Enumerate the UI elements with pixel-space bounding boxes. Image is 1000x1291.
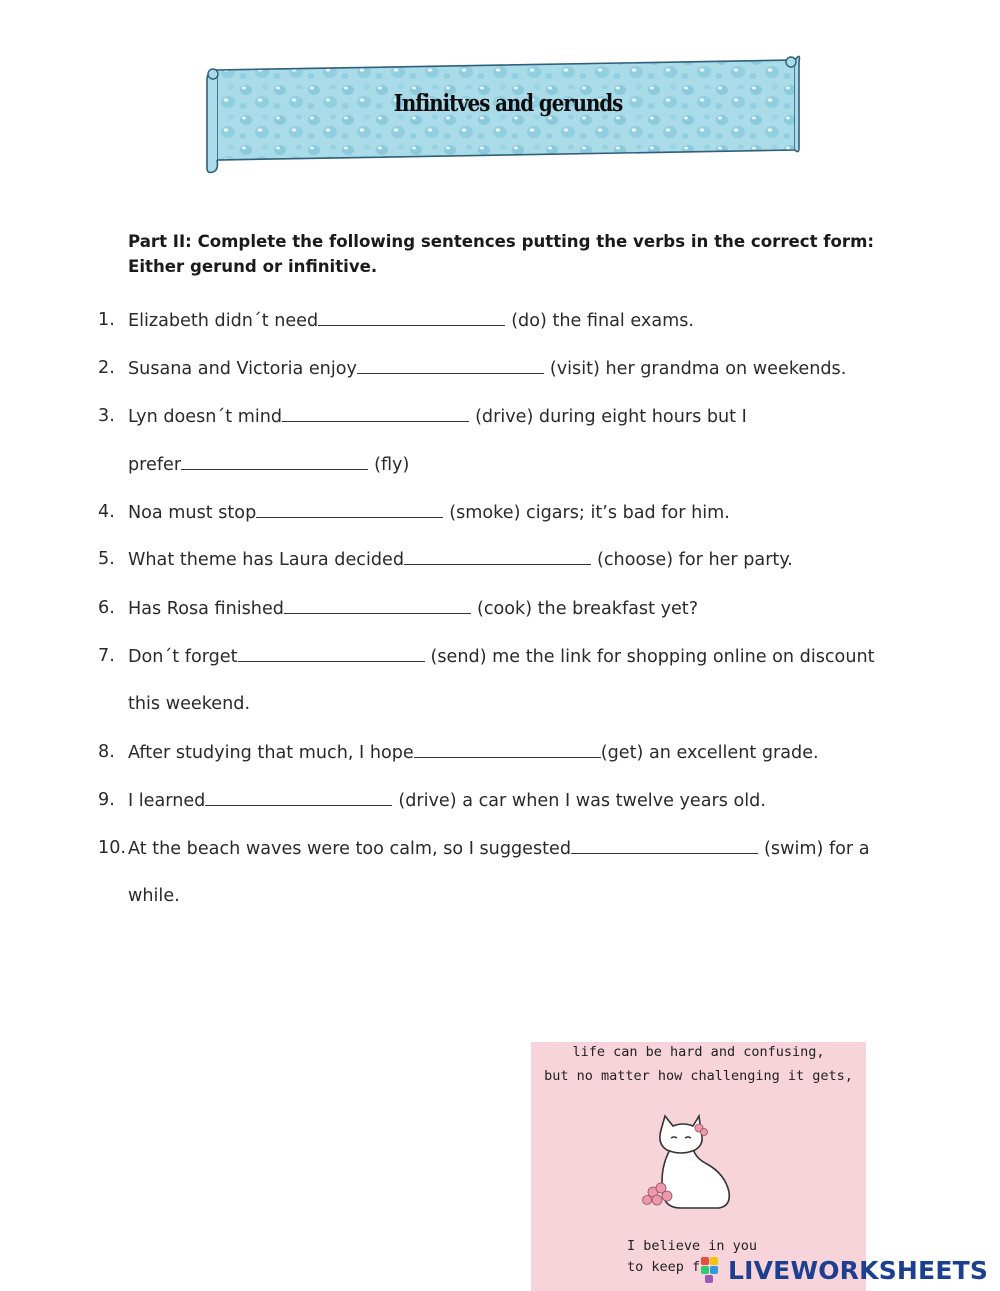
liveworksheets-watermark xyxy=(700,1252,988,1288)
item-number: 1. xyxy=(98,310,115,330)
item-number: 10. xyxy=(98,838,126,858)
answer-blank[interactable] xyxy=(571,838,758,854)
item-prompt: Has Rosa finished xyxy=(128,599,284,619)
item-hint: (smoke) cigars; it’s bad for him. xyxy=(449,503,730,523)
card-line-3: I believe in you xyxy=(627,1238,758,1254)
item-hint: (drive) a car when I was twelve years old. xyxy=(398,791,766,811)
item-number: 5. xyxy=(98,549,115,569)
answer-blank[interactable] xyxy=(357,358,544,374)
item-hint: (fly) xyxy=(374,455,410,475)
title-banner xyxy=(203,52,803,174)
item-number: 9. xyxy=(98,790,115,810)
item-prompt: Noa must stop xyxy=(128,503,257,523)
worksheet-title: Infinitves and gerunds xyxy=(393,90,623,117)
item-hint: (swim) for a xyxy=(764,839,870,859)
item-continuation: this weekend. xyxy=(128,694,251,714)
item-number: 3. xyxy=(98,406,115,426)
item-hint: (do) the final exams. xyxy=(511,311,695,331)
item-prompt: Elizabeth didn´t need xyxy=(128,311,319,331)
item-prompt: I learned xyxy=(128,791,206,811)
item-hint: (visit) her grandma on weekends. xyxy=(549,359,847,379)
item-prompt: Don´t forget xyxy=(128,647,238,667)
liveworksheets-logo-icon xyxy=(700,1255,728,1285)
item-number: 2. xyxy=(98,358,115,378)
item-hint: (drive) during eight hours but I xyxy=(475,407,747,427)
answer-blank[interactable] xyxy=(284,598,471,614)
card-line-2: but no matter how challenging it gets, xyxy=(544,1068,853,1084)
card-line-1: life can be hard and confusing, xyxy=(572,1044,825,1060)
card-line-4: to keep f xyxy=(627,1259,701,1275)
item-prompt: Lyn doesn´t mind xyxy=(128,407,283,427)
answer-blank[interactable] xyxy=(414,742,601,758)
instructions-text: Part II: Complete the following sentences putting the verbs in the correct form: Either gerund or infinitive. xyxy=(128,232,875,276)
answer-blank[interactable] xyxy=(318,310,505,326)
item-prompt: What theme has Laura decided xyxy=(128,550,404,570)
item-number: 8. xyxy=(98,742,115,762)
cat-illustration-icon xyxy=(631,1108,741,1218)
item-prompt: Susana and Victoria enjoy xyxy=(128,359,357,379)
item-number: 4. xyxy=(98,502,115,522)
answer-blank[interactable] xyxy=(181,454,368,470)
answer-blank[interactable] xyxy=(404,549,591,565)
watermark-text: LIVEWORKSHEETS xyxy=(728,1255,989,1285)
answer-blank[interactable] xyxy=(282,406,469,422)
item-prompt: After studying that much, I hope xyxy=(128,743,414,763)
item-prompt: prefer xyxy=(128,455,182,475)
item-hint: (cook) the breakfast yet? xyxy=(476,599,699,619)
item-prompt: At the beach waves were too calm, so I suggested xyxy=(128,839,572,859)
answer-blank[interactable] xyxy=(238,646,425,662)
item-number: 6. xyxy=(98,598,115,618)
item-continuation: while. xyxy=(128,886,180,906)
answer-blank[interactable] xyxy=(205,790,392,806)
item-hint: (send) me the link for shopping online on discount xyxy=(430,647,875,667)
answer-blank[interactable] xyxy=(256,502,443,518)
item-hint: (get) an excellent grade. xyxy=(600,743,819,763)
item-hint: (choose) for her party. xyxy=(597,550,793,570)
item-number: 7. xyxy=(98,646,115,666)
